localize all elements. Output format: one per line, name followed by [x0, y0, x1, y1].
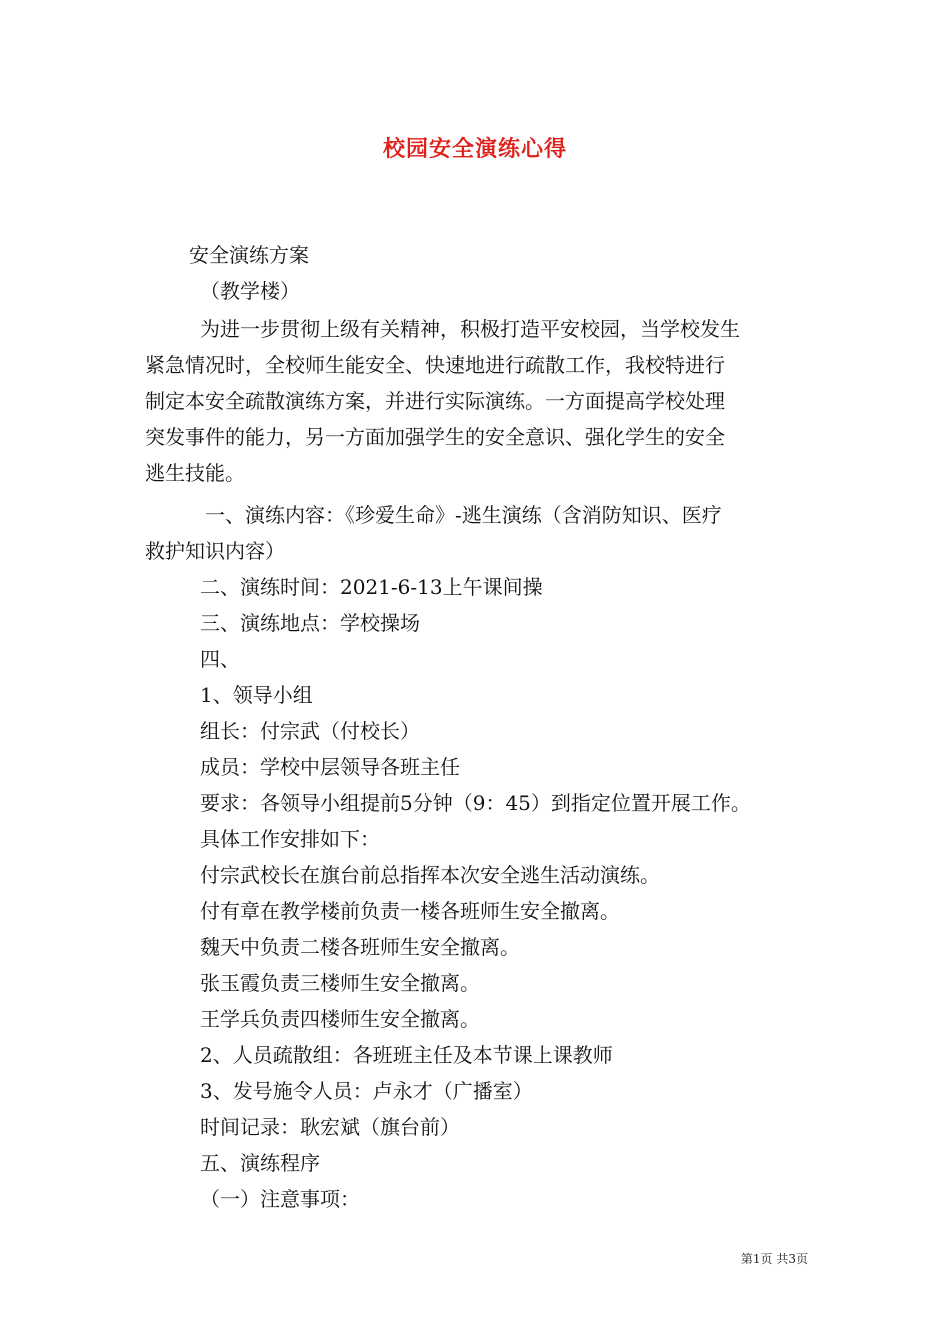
paragraph-line: 一、演练内容：《珍爱生命》-逃生演练（含消防知识、医疗	[205, 503, 722, 527]
list-item: 三、演练地点：学校操场	[200, 611, 420, 635]
list-item: 王学兵负责四楼师生安全撤离。	[200, 1007, 480, 1031]
list-item: 付有章在教学楼前负责一楼各班师生安全撤离。	[200, 899, 620, 923]
list-item: 要求：各领导小组提前5分钟（9：45）到指定位置开展工作。	[200, 791, 751, 815]
list-item: 具体工作安排如下：	[200, 827, 380, 851]
list-item: 四、	[200, 647, 240, 671]
page-number: 第1页 共3页	[740, 1252, 808, 1266]
list-item: 五、演练程序	[200, 1151, 320, 1175]
list-item: 3、发号施令人员：卢永才（广播室）	[200, 1079, 533, 1103]
list-item: 时间记录：耿宏斌（旗台前）	[200, 1115, 460, 1139]
list-item: 付宗武校长在旗台前总指挥本次安全逃生活动演练。	[200, 863, 660, 887]
paragraph-line: 为进一步贯彻上级有关精神，积极打造平安校园，当学校发生	[200, 317, 740, 341]
list-item: 成员：学校中层领导各班主任	[200, 755, 460, 779]
paragraph-line: 制定本安全疏散演练方案，并进行实际演练。一方面提高学校处理	[145, 389, 725, 413]
section-heading: 安全演练方案	[189, 243, 309, 267]
paragraph-line: 突发事件的能力，另一方面加强学生的安全意识、强化学生的安全	[145, 425, 725, 449]
list-item: 二、演练时间：2021-6-13上午课间操	[200, 575, 543, 599]
list-item: （一）注意事项：	[200, 1187, 360, 1211]
subheading: （教学楼）	[200, 279, 300, 303]
document-title: 校园安全演练心得	[382, 136, 567, 162]
paragraph-line: 救护知识内容）	[145, 539, 285, 563]
list-item: 组长：付宗武（付校长）	[200, 719, 420, 743]
paragraph-line: 逃生技能。	[145, 461, 245, 485]
list-item: 魏天中负责二楼各班师生安全撤离。	[200, 935, 520, 959]
list-item: 张玉霞负责三楼师生安全撤离。	[200, 971, 480, 995]
list-item: 2、人员疏散组：各班班主任及本节课上课教师	[200, 1043, 613, 1067]
list-item: 1、领导小组	[200, 683, 313, 707]
paragraph-line: 紧急情况时，全校师生能安全、快速地进行疏散工作，我校特进行	[145, 353, 725, 377]
